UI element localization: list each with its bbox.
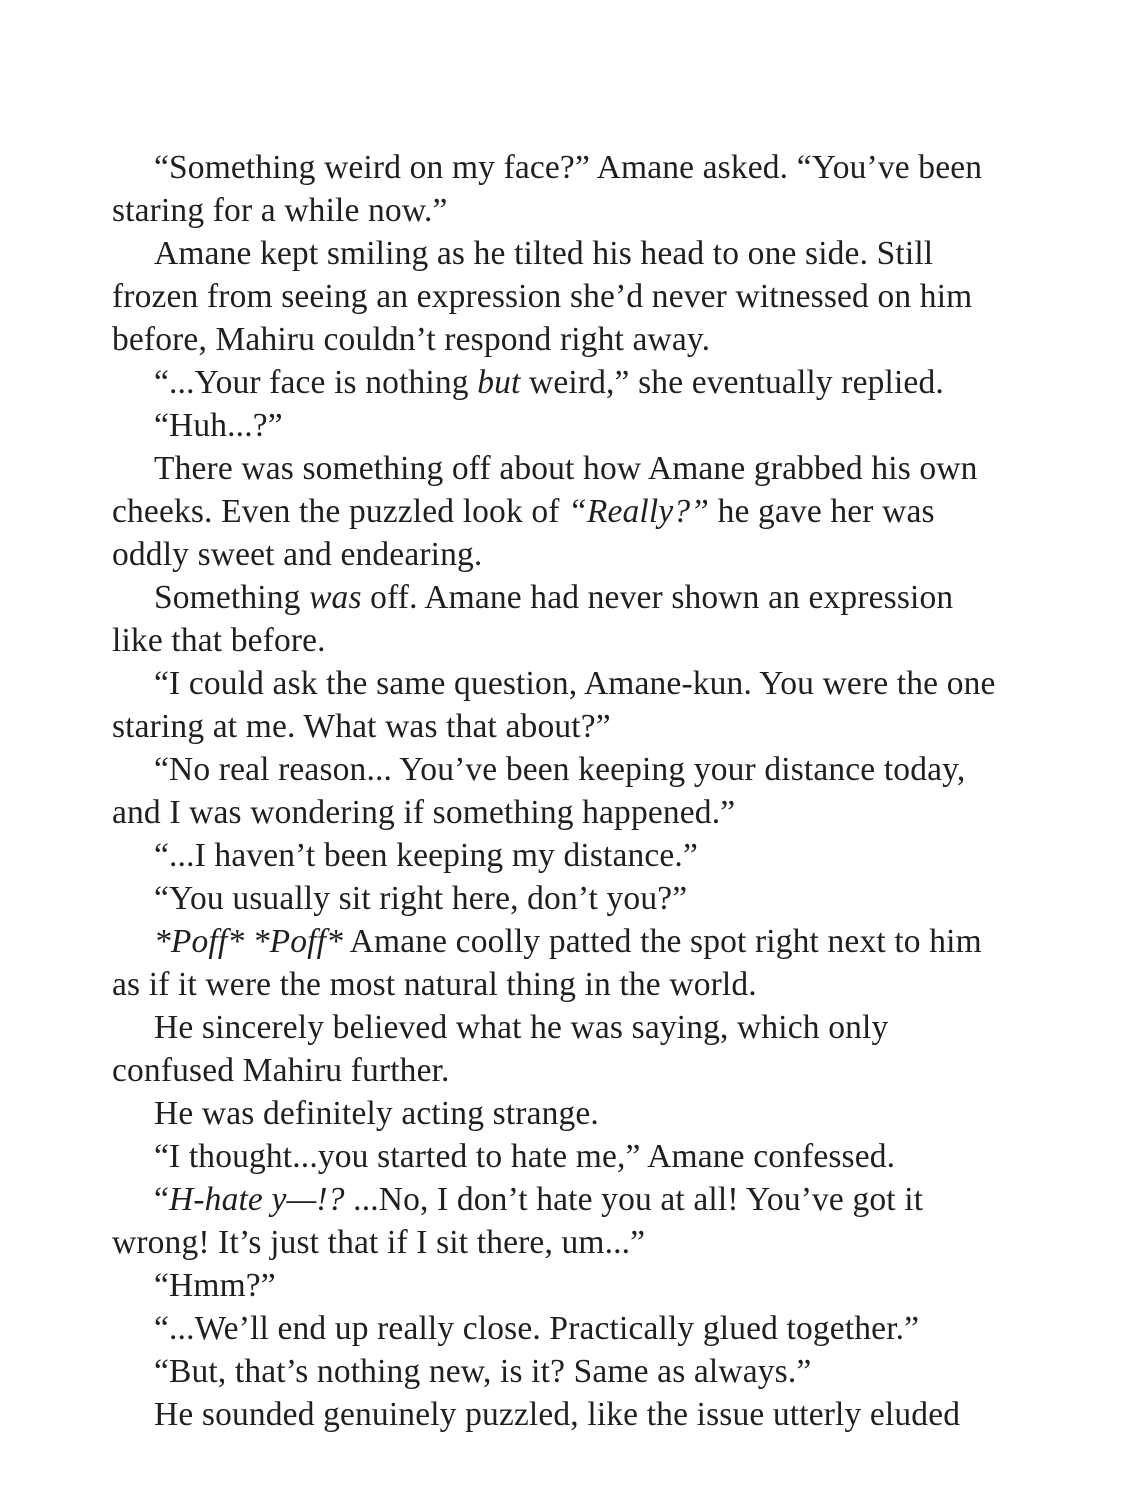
paragraph (112, 1350, 1012, 1393)
paragraph (112, 232, 1012, 361)
paragraph (112, 404, 1012, 447)
text-run: off. Amane had never shown an expression like that before. (112, 579, 954, 659)
italic-text: but (477, 364, 521, 401)
paragraph (112, 1006, 1012, 1092)
text-run: Amane kept smiling as he tilted his head to one side. Still frozen from seeing an expression she’d never witnessed on him before, Mahiru couldn’t respond right away. (112, 235, 973, 358)
paragraph (112, 1393, 1012, 1436)
text-run: weird,” she eventually replied. (520, 364, 944, 401)
text-run: “ (154, 1181, 170, 1218)
paragraph (112, 361, 1012, 404)
paragraph (112, 1135, 1012, 1178)
text-run: “Hmm?” (154, 1267, 276, 1304)
text-run: Something (154, 579, 310, 616)
text-run: He sincerely believed what he was saying, which only confused Mahiru further. (112, 1009, 889, 1089)
paragraph (112, 662, 1012, 748)
paragraph (112, 146, 1012, 232)
text-run: “...Your face is nothing (154, 364, 478, 401)
text-run: “No real reason... You’ve been keeping your distance today, and I was wondering if something happened.” (112, 751, 966, 831)
text-run: ...No, I don’t hate you at all! You’ve got it wrong! It’s just that if I sit there, um...” (112, 1181, 924, 1261)
text-run: “Huh...?” (154, 407, 283, 444)
paragraph (112, 748, 1012, 834)
text-run: “Something weird on my face?” Amane asked. “You’ve been staring for a while now.” (112, 149, 983, 229)
italic-text: was (309, 579, 362, 616)
text-run: “...I haven’t been keeping my distance.” (154, 837, 698, 874)
text-run: “But, that’s nothing new, is it? Same as always.” (154, 1353, 812, 1390)
paragraph (112, 1178, 1012, 1264)
text-run: Amane coolly patted the spot right next to him as if it were the most natural thing in the world. (112, 923, 982, 1003)
paragraph (112, 920, 1012, 1006)
italic-text: “Really?” (568, 493, 710, 530)
text-run: There was something off about how Amane grabbed his own cheeks. Even the puzzled look of (112, 450, 978, 530)
text-run: “...We’ll end up really close. Practically glued together.” (154, 1310, 920, 1347)
italic-text: H-hate y—!? (169, 1181, 345, 1218)
text-run: he gave her was oddly sweet and endearing. (112, 493, 935, 573)
paragraph (112, 834, 1012, 877)
italic-text: *Poff* *Poff* (154, 923, 343, 960)
paragraph (112, 877, 1012, 920)
book-page (112, 146, 1012, 1436)
paragraph (112, 1307, 1012, 1350)
text-run: He sounded genuinely puzzled, like the issue utterly eluded (154, 1396, 961, 1433)
paragraph (112, 1092, 1012, 1135)
text-run: He was definitely acting strange. (154, 1095, 599, 1132)
text-run: “I thought...you started to hate me,” Amane confessed. (154, 1138, 896, 1175)
paragraph (112, 447, 1012, 576)
paragraph (112, 576, 1012, 662)
text-run: “You usually sit right here, don’t you?” (154, 880, 688, 917)
paragraph (112, 1264, 1012, 1307)
text-run: “I could ask the same question, Amane-kun. You were the one staring at me. What was that about?” (112, 665, 996, 745)
